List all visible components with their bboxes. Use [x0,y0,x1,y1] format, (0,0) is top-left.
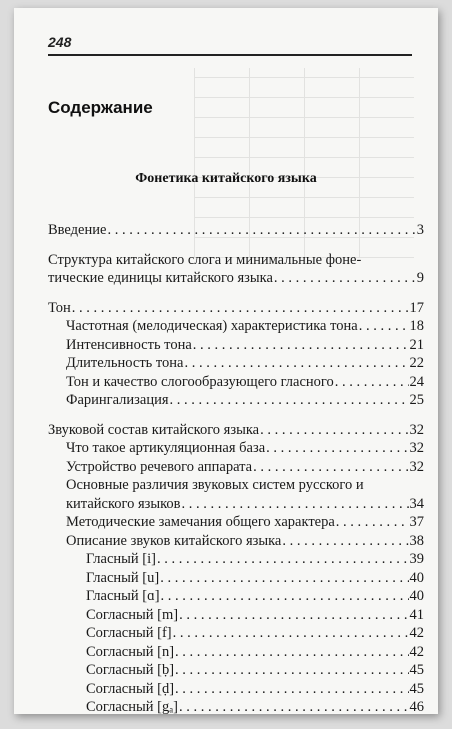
toc-entry-page: 41 [409,606,424,623]
leader-dots [179,606,408,625]
leader-dots [175,661,408,680]
toc-entry-page: 9 [416,270,424,286]
toc-entry [48,680,424,699]
toc-entry-text: Частотная (мелодическая) характеристика тона [66,318,358,334]
leader-dots [161,587,409,606]
toc-entry [48,299,424,318]
leader-dots [160,569,408,588]
toc-entry-page: 38 [409,532,424,549]
leader-dots [179,698,409,714]
leader-dots [260,421,408,440]
toc-entry-text: Тон [48,299,71,316]
leader-dots [253,458,408,477]
toc-entry [48,221,424,240]
toc-entry-page: 46 [409,699,424,714]
toc-entry-text: Интенсивность тона [66,336,192,353]
leader-dots [336,513,409,532]
toc-entry-page: 45 [409,680,424,697]
toc-entry-text: Длительность тона [66,355,184,371]
toc-entry-page: 24 [409,373,424,390]
toc-entry [48,391,424,410]
toc-entry [48,373,424,392]
leader-dots [175,680,408,699]
toc-entry [48,643,424,662]
toc-entry [48,251,424,288]
leader-dots [182,495,409,514]
toc-entry-text: Введение [48,222,107,238]
leader-dots [359,317,409,336]
toc-entry [48,513,424,532]
leader-dots [193,336,409,355]
toc-entry-page: 39 [409,551,424,567]
leader-dots [266,439,408,458]
toc-entry [48,354,424,373]
toc-entry [48,532,424,551]
leader-dots [72,299,409,318]
toc-entry-text-line1: Основные различия звуковых систем русского и [66,477,364,493]
toc-entry-page: 37 [409,514,424,530]
toc-entry-page: 21 [409,336,424,353]
toc-entry-text-line1: Структура китайского слога и минимальные фоне- [48,251,362,268]
toc-entry [48,421,424,440]
leader-dots [157,550,409,569]
toc-entry-text: китайского языков [66,495,181,512]
toc-entry [48,317,424,336]
toc-entry-text: Согласный [f] [86,625,172,641]
toc-entry-page: 40 [409,588,424,604]
leader-dots [282,532,408,551]
toc-entry [48,336,424,355]
page-number: 248 [48,34,72,50]
leader-dots [170,391,409,410]
toc-entry-page: 45 [409,662,424,678]
toc-entry-page: 32 [409,458,424,475]
toc-entry-text: Фарингализация [66,392,169,408]
leader-dots [184,354,408,373]
leader-dots [107,221,415,240]
toc-entry [48,439,424,458]
toc-entry-page: 18 [409,318,424,334]
book-page [14,8,438,714]
toc-entry-page: 40 [409,569,424,586]
toc-entry-text: Гласный [i] [86,551,156,567]
toc-entry-page: 42 [409,625,424,641]
toc-entry-text: Согласный [ḍ] [86,680,175,697]
toc-entry [48,624,424,643]
toc-entry-text: Согласный [ḅ] [86,662,175,678]
toc-entry-page: 34 [409,495,424,512]
section-title: Фонетика китайского языка [135,171,317,186]
toc-entry [48,476,424,513]
toc-entry-text: Методические замечания общего характера [66,514,335,530]
toc-entry-page: 17 [409,299,424,316]
toc-entry-page: 32 [409,440,424,456]
toc-entry [48,698,424,714]
toc-entry-text: тические единицы китайского языка [48,270,273,286]
toc-entry [48,587,424,606]
toc-entry-text: Гласный [u] [86,569,160,586]
toc-entry-text: Согласный [n] [86,643,175,660]
leader-dots [173,624,409,643]
toc-entry-text: Устройство речевого аппарата [66,458,253,475]
toc-entry-text: Согласный [m] [86,606,179,623]
toc-entry [48,458,424,477]
toc-entry [48,606,424,625]
page-title: Содержание [48,98,153,117]
toc-entry [48,550,424,569]
header-rule [48,54,412,56]
toc-entry-text: Тон и качество слогообразующего гласного [66,373,334,390]
toc-entry-page: 3 [416,222,424,238]
leader-dots [274,269,416,288]
toc-entry-text: Звуковой состав китайского языка [48,421,260,438]
table-of-contents [48,221,424,714]
toc-entry-text: Гласный [ɑ] [86,588,160,604]
toc-entry-text: Что такое артикуляционная база [66,440,266,456]
leader-dots [175,643,408,662]
toc-entry [48,661,424,680]
toc-entry [48,569,424,588]
toc-entry-page: 22 [409,355,424,371]
toc-entry-page: 42 [409,643,424,660]
leader-dots [335,373,409,392]
toc-entry-text: Описание звуков китайского языка [66,532,282,549]
toc-entry-text: Согласный [gₐ] [86,699,178,714]
toc-entry-page: 25 [409,392,424,408]
toc-entry-page: 32 [409,421,424,438]
